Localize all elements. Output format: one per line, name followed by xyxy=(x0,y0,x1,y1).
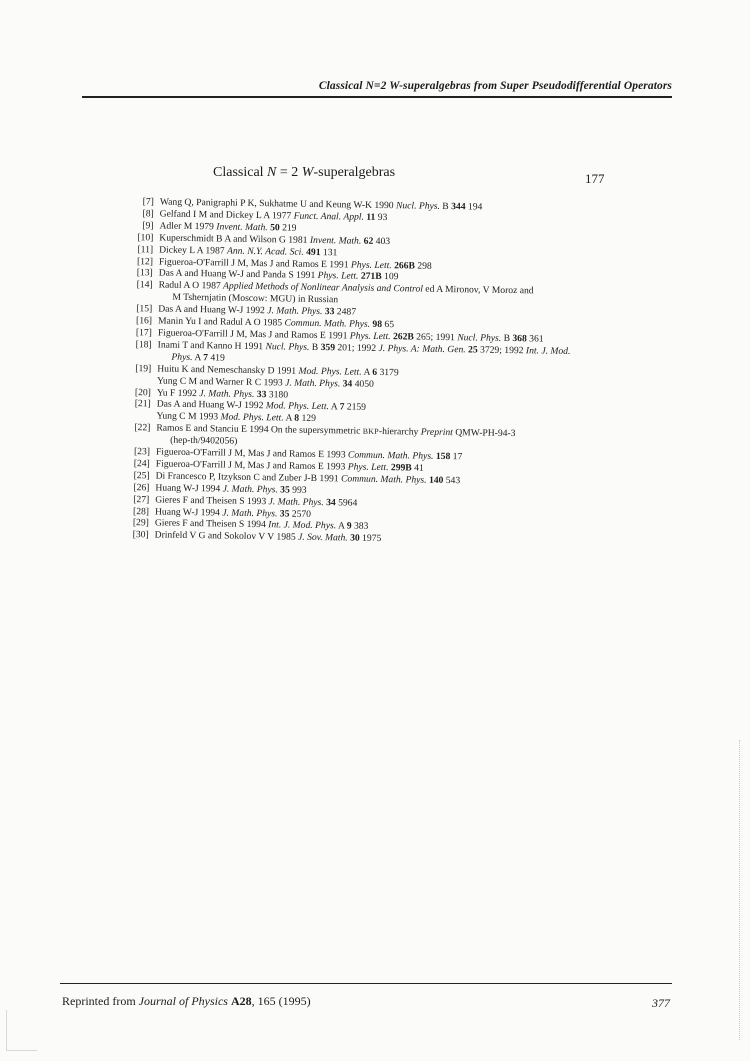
reference-text: Ramos E and Stanciu E 1994 On the supersymmetric BKP-hierarchy Preprint QMW-PH-94-3 (hep-th/9402056) xyxy=(156,422,516,447)
reference-number: [10] xyxy=(137,231,154,244)
scan-edge-mark xyxy=(739,740,742,1040)
title-part: = 2 xyxy=(276,165,302,180)
reference-text: Wang Q, Panigraphi P K, Sukhatme U and Keung W-K 1990 Nucl. Phys. B 344 194 xyxy=(159,196,483,213)
footer-rule xyxy=(60,983,672,984)
reference-number: [15] xyxy=(136,303,153,315)
reference-text: Figueroa-O'Farrill J M, Mas J and Ramos E 1991 Phys. Lett. 262B 265; 1991 Nucl. Phys. B 368 361 xyxy=(157,327,544,345)
reference-text: Dickey L A 1987 Ann. N.Y. Acad. Sci. 491 131 xyxy=(159,244,338,258)
reference-number: [19] xyxy=(135,362,152,375)
reference-number: [25] xyxy=(133,469,150,482)
page-number: 377 xyxy=(652,996,670,1010)
reference-text: Radul A O 1987 Applied Methods of Nonlinear Analysis and Control ed A Mironov, V Moroz and M Tshernjatin (Moscow: MGU) in Russian xyxy=(158,279,534,306)
reference-number: [20] xyxy=(134,386,152,398)
title-part: W xyxy=(301,165,314,180)
reference-number: [22] xyxy=(134,422,151,434)
running-head: Classical N=2 W-superalgebras from Super Pseudodifferential Operators xyxy=(318,80,672,92)
reference-list xyxy=(123,196,608,549)
scan-corner-mark xyxy=(6,1010,37,1051)
reference-number: [17] xyxy=(135,327,152,339)
reference-text: Das A and Huang W-J 1992 Mod. Phys. Lett. A 7 2159 Yung C M 1993 Mod. Phys. Lett. A 8 129 xyxy=(156,398,367,425)
reference-text: Figueroa-O'Farrill J M, Mas J and Ramos E 1991 Phys. Lett. 266B 298 xyxy=(158,256,432,272)
title-part: Classical xyxy=(213,165,268,180)
reference-text: Das A and Huang W-J and Panda S 1991 Phys. Lett. 271B 109 xyxy=(158,267,399,283)
reference-text: Figueroa-O'Farrill J M, Mas J and Ramos E 1993 Phys. Lett. 299B 41 xyxy=(155,458,424,474)
title-part: N xyxy=(267,165,277,180)
reference-text: Kuperschmidt B A and Wilson G 1981 Invent. Math. 62 403 xyxy=(159,232,391,247)
reference-number: [23] xyxy=(133,446,151,458)
reference-text: Manin Yu I and Radul A O 1985 Commun. Math. Phys. 98 65 xyxy=(157,315,395,331)
reference-number: [26] xyxy=(133,481,150,494)
reference-number: [9] xyxy=(142,220,154,232)
reference-number: [16] xyxy=(135,315,153,327)
reference-text: Das A and Huang W-J 1992 J. Math. Phys. 33 2487 xyxy=(158,303,357,318)
reference-text: Drinfeld V G and Sokolov V V 1985 J. Sov. Math. 30 1975 xyxy=(154,529,382,545)
reprint-footer: Reprinted from Journal of Physics A28, 165 (1995) xyxy=(62,994,311,1008)
reference-text: Di Francesco P, Itzykson C and Zuber J-B 1991 Commun. Math. Phys. 140 543 xyxy=(155,470,461,487)
title-part: -superalgebras xyxy=(313,165,396,180)
reference-text: Huang W-J 1994 J. Math. Phys. 35 2570 xyxy=(154,506,312,520)
reference-text: Figueroa-O'Farrill J M, Mas J and Ramos E 1993 Commun. Math. Phys. 158 17 xyxy=(155,446,463,463)
reference-text: Yu F 1992 J. Math. Phys. 33 3180 xyxy=(156,386,289,401)
reprint-running-title xyxy=(213,165,395,181)
reference-number: [21] xyxy=(134,398,151,410)
reference-number: [18] xyxy=(135,339,152,351)
reference-text: Gelfand I M and Dickey L A 1977 Funct. Anal. Appl. 11 93 xyxy=(159,208,388,223)
reference-text: Gieres F and Theisen S 1994 Int. J. Mod. Phys. A 9 383 xyxy=(154,517,369,533)
reference-number: [24] xyxy=(133,458,150,470)
reference-number: [11] xyxy=(137,243,154,256)
reference-text: Huang W-J 1994 J. Math. Phys. 35 993 xyxy=(155,482,307,496)
reference-number: [7] xyxy=(142,196,154,208)
reference-text: Huitu K and Nemeschansky D 1991 Mod. Phys. Lett. A 6 3179 Yung C M and Warner R C 1993 J. Math. Phys. 34 4050 xyxy=(157,363,399,390)
reference-number: [29] xyxy=(132,517,149,529)
header-rule xyxy=(82,96,672,98)
reference-text: Gieres F and Theisen S 1993 J. Math. Phys. 34 5964 xyxy=(155,494,358,509)
reference-number: [14] xyxy=(136,279,153,291)
reference-number: [27] xyxy=(133,493,150,506)
reference-number: [30] xyxy=(132,529,149,541)
reprint-page-number: 177 xyxy=(585,171,605,186)
reference-text: Inami T and Kanno H 1991 Nucl. Phys. B 359 201; 1992 J. Phys. A: Math. Gen. 25 3729; 1992 Int. J. Mod. Phys. A 7 419 xyxy=(157,339,571,364)
reference-number: [12] xyxy=(136,255,154,267)
reference-text: Adler M 1979 Invent. Math. 50 219 xyxy=(159,220,297,234)
reference-number: [13] xyxy=(136,267,153,279)
reference-number: [28] xyxy=(132,505,150,517)
reference-number: [8] xyxy=(142,208,154,220)
